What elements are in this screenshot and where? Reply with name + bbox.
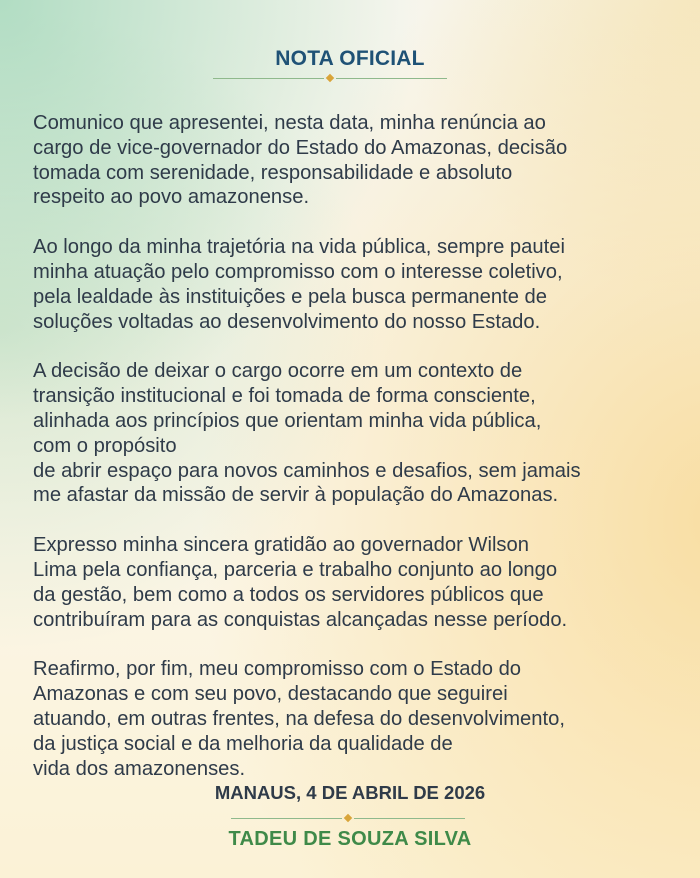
divider-line-left — [213, 78, 324, 79]
text-line: Reafirmo, por fim, meu compromisso com o Estado do — [33, 658, 522, 681]
text-line: com o propósito — [33, 434, 177, 457]
paragraph — [33, 533, 673, 632]
paragraph — [33, 359, 673, 508]
divider-line-right — [354, 818, 465, 819]
signature-divider — [0, 813, 700, 825]
text-line: atuando, em outras frentes, na defesa do desenvolvimento, — [33, 707, 565, 730]
text-line: alinhada aos princípios que orientam minha vida pública, — [33, 409, 542, 432]
signature-name: TADEU DE SOUZA SILVA — [228, 828, 472, 850]
text-line: pela lealdade às instituições e pela busca permanente de — [33, 285, 548, 308]
text-line: respeito ao povo amazonense. — [33, 186, 310, 209]
text-line: da gestão, bem como a todos os servidores públicos que — [33, 583, 544, 606]
place-date: MANAUS, 4 DE ABRIL DE 2026 — [214, 782, 486, 803]
divider-line-left — [231, 818, 342, 819]
paragraph — [33, 657, 673, 781]
text-line: da justiça social e da melhoria da qualidade de — [33, 732, 453, 755]
text-line: tomada com serenidade, responsabilidade e absoluto — [33, 161, 513, 184]
paragraph — [33, 235, 673, 334]
divider-diamond-icon — [326, 74, 334, 82]
text-line: transição institucional e foi tomada de forma consciente, — [33, 385, 536, 408]
text-line: vida dos amazonenses. — [33, 757, 246, 780]
text-line: me afastar da missão de servir à população do Amazonas. — [33, 484, 559, 507]
text-line: Ao longo da minha trajetória na vida pública, sempre pautei — [33, 236, 565, 259]
paragraph — [33, 111, 673, 210]
text-line: de abrir espaço para novos caminhos e desafios, sem jamais — [33, 459, 581, 482]
statement-body — [33, 111, 673, 806]
text-line: soluções voltadas ao desenvolvimento do nosso Estado. — [33, 310, 541, 333]
text-line: minha atuação pelo compromisso com o interesse coletivo, — [33, 260, 563, 283]
text-line: Lima pela confiança, parceria e trabalho conjunto ao longo — [33, 558, 558, 581]
title-divider — [0, 73, 700, 85]
text-line: contribuíram para as conquistas alcançadas nesse período. — [33, 608, 568, 631]
divider-line-right — [336, 78, 447, 79]
text-line: Expresso minha sincera gratidão ao governador Wilson — [33, 534, 529, 557]
divider-diamond-icon — [344, 814, 352, 822]
text-line: A decisão de deixar o cargo ocorre em um contexto de — [33, 360, 523, 383]
text-line: cargo de vice-governador do Estado do Amazonas, decisão — [33, 136, 568, 159]
text-line: Amazonas e com seu povo, destacando que seguirei — [33, 683, 508, 706]
text-line: Comunico que apresentei, nesta data, minha renúncia ao — [33, 112, 546, 134]
page-title: NOTA OFICIAL — [275, 47, 425, 70]
